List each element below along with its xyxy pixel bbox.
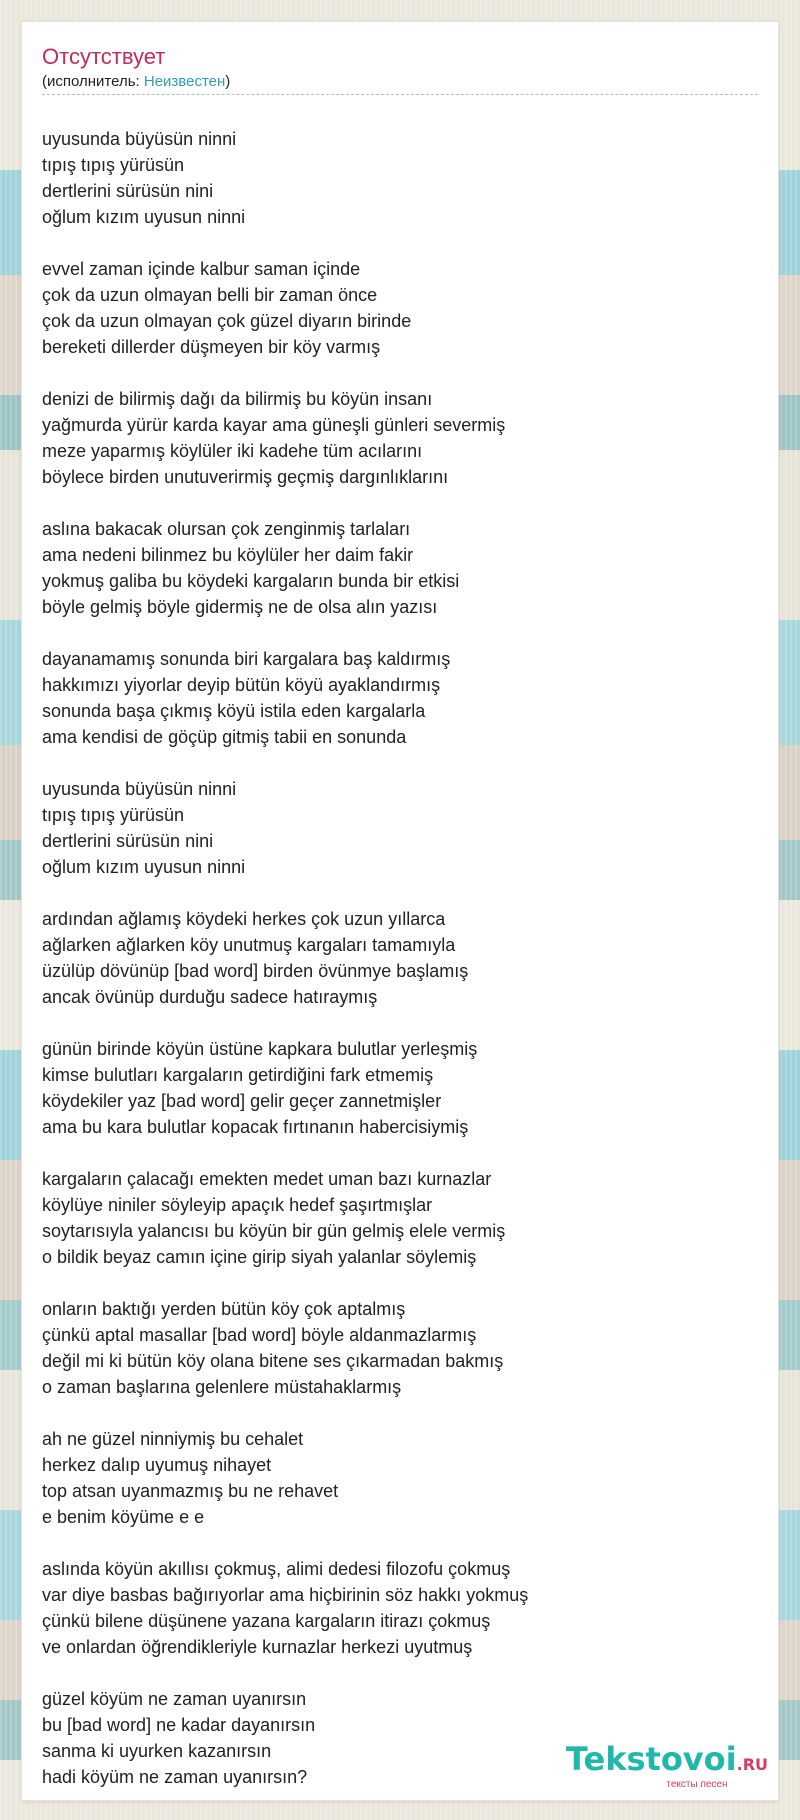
site-logo[interactable]	[566, 1742, 768, 1790]
logo-tld: .RU	[736, 1755, 768, 1774]
lyric-line: bereketi dillerder düşmeyen bir köy varmış	[42, 337, 381, 357]
lyric-line: yokmuş galiba bu köydeki kargaların bunda bir etkisi	[42, 571, 460, 591]
lyric-line: ancak övünüp durduğu sadece hatıraymış	[42, 987, 378, 1007]
performer-line	[42, 73, 758, 95]
performer-prefix: (исполнитель:	[42, 73, 144, 90]
lyric-line: çok da uzun olmayan belli bir zaman önce	[42, 285, 378, 305]
performer-link[interactable]: Неизвестен	[143, 73, 226, 90]
lyric-line: ağlarken ağlarken köy unutmuş kargaları tamamıyla	[42, 935, 456, 955]
lyrics-stanza	[42, 126, 758, 230]
lyrics-stanza	[42, 386, 758, 490]
lyric-line: tıpış tıpış yürüsün	[42, 155, 185, 175]
lyrics-card	[22, 22, 778, 1800]
lyrics-stanza	[42, 1036, 758, 1140]
lyric-line: bu [bad word] ne kadar dayanırsın	[42, 1715, 316, 1735]
lyric-line: çünkü bilene düşünene yazana kargaların itirazı çokmuş	[42, 1611, 491, 1631]
lyric-line: yağmurda yürür karda kayar ama güneşli günleri severmiş	[42, 415, 506, 435]
lyric-line: köydekiler yaz [bad word] gelir geçer zannetmişler	[42, 1091, 442, 1111]
lyric-line: günün birinde köyün üstüne kapkara bulutlar yerleşmiş	[42, 1039, 478, 1059]
lyric-line: ardından ağlamış köydeki herkes çok uzun yıllarca	[42, 909, 446, 929]
lyric-line: çok da uzun olmayan çok güzel diyarın birinde	[42, 311, 412, 331]
lyric-line: aslına bakacak olursan çok zenginmiş tarlaları	[42, 519, 411, 539]
lyric-line: oğlum kızım uyusun ninni	[42, 857, 246, 877]
lyric-line: ve onlardan öğrendikleriyle kurnazlar herkezi uyutmuş	[42, 1637, 473, 1657]
lyric-line: güzel köyüm ne zaman uyanırsın	[42, 1689, 307, 1709]
lyric-line: ama bu kara bulutlar kopacak fırtınanın habercisiymiş	[42, 1117, 469, 1137]
lyric-line: onların baktığı yerden bütün köy çok aptalmış	[42, 1299, 406, 1319]
lyric-line: hadi köyüm ne zaman uyanırsın?	[42, 1767, 308, 1787]
lyrics-stanza	[42, 1426, 758, 1530]
lyric-line: ama nedeni bilinmez bu köylüler her daim fakir	[42, 545, 414, 565]
lyric-line: herkez dalıp uyumuş nihayet	[42, 1455, 272, 1475]
lyrics-stanza	[42, 1166, 758, 1270]
lyric-line: çünkü aptal masallar [bad word] böyle aldanmazlarmış	[42, 1325, 477, 1345]
lyric-line: o zaman başlarına gelenlere müstahaklarmış	[42, 1377, 402, 1397]
song-title: Отсутствует	[42, 44, 166, 69]
lyric-line: uyusunda büyüsün ninni	[42, 129, 237, 149]
lyric-line: soytarısıyla yalancısı bu köyün bir gün gelmiş elele vermiş	[42, 1221, 506, 1241]
lyric-line: üzülüp dövünüp [bad word] birden övünmye başlamış	[42, 961, 469, 981]
lyrics-stanza	[42, 1556, 758, 1660]
lyric-line: uyusunda büyüsün ninni	[42, 779, 237, 799]
lyric-line: e benim köyüme e e	[42, 1507, 205, 1527]
lyrics-stanza	[42, 776, 758, 880]
lyric-line: tıpış tıpış yürüsün	[42, 805, 185, 825]
lyric-line: dertlerini sürüsün nini	[42, 181, 214, 201]
lyric-line: oğlum kızım uyusun ninni	[42, 207, 246, 227]
lyrics-stanza	[42, 906, 758, 1010]
lyrics-body	[42, 126, 758, 1816]
lyric-line: sonunda başa çıkmış köyü istila eden kargalarla	[42, 701, 426, 721]
lyric-line: dayanamamış sonunda biri kargalara baş kaldırmış	[42, 649, 451, 669]
lyric-line: o bildik beyaz camın içine girip siyah yalanlar söylemiş	[42, 1247, 477, 1267]
lyric-line: kimse bulutları kargaların getirdiğini fark etmemiş	[42, 1065, 434, 1085]
lyrics-stanza	[42, 646, 758, 750]
lyric-line: ama kendisi de göçüp gitmiş tabii en sonunda	[42, 727, 407, 747]
logo-name: Tekstovoi	[565, 1740, 737, 1778]
performer-suffix: )	[225, 73, 231, 90]
lyric-line: sanma ki uyurken kazanırsın	[42, 1741, 272, 1761]
lyric-line: aslında köyün akıllısı çokmuş, alimi dedesi filozofu çokmuş	[42, 1559, 511, 1579]
lyric-line: top atsan uyanmazmış bu ne rehavet	[42, 1481, 339, 1501]
lyric-line: böyle gelmiş böyle gidermiş ne de olsa alın yazısı	[42, 597, 438, 617]
lyric-line: böylece birden unutuverirmiş geçmiş dargınlıklarını	[42, 467, 449, 487]
lyric-line: evvel zaman içinde kalbur saman içinde	[42, 259, 361, 279]
lyrics-stanza	[42, 516, 758, 620]
logo-wordmark	[566, 1742, 768, 1782]
logo-tagline: тексты песен	[666, 1779, 728, 1790]
lyric-line: dertlerini sürüsün nini	[42, 831, 214, 851]
lyric-line: denizi de bilirmiş dağı da bilirmiş bu köyün insanı	[42, 389, 433, 409]
lyrics-stanza	[42, 1296, 758, 1400]
lyric-line: hakkımızı yiyorlar deyip bütün köyü ayaklandırmış	[42, 675, 441, 695]
lyric-line: var diye basbas bağırıyorlar ama hiçbirinin söz hakkı yokmuş	[42, 1585, 529, 1605]
lyric-line: köylüye niniler söyleyip apaçık hedef şaşırtmışlar	[42, 1195, 433, 1215]
lyrics-stanza	[42, 256, 758, 360]
lyric-line: kargaların çalacağı emekten medet uman bazı kurnazlar	[42, 1169, 492, 1189]
lyric-line: değil mi ki bütün köy olana bitene ses çıkarmadan bakmış	[42, 1351, 504, 1371]
lyric-line: meze yaparmış köylüler iki kadehe tüm acılarını	[42, 441, 423, 461]
lyric-line: ah ne güzel ninniymiş bu cehalet	[42, 1429, 304, 1449]
